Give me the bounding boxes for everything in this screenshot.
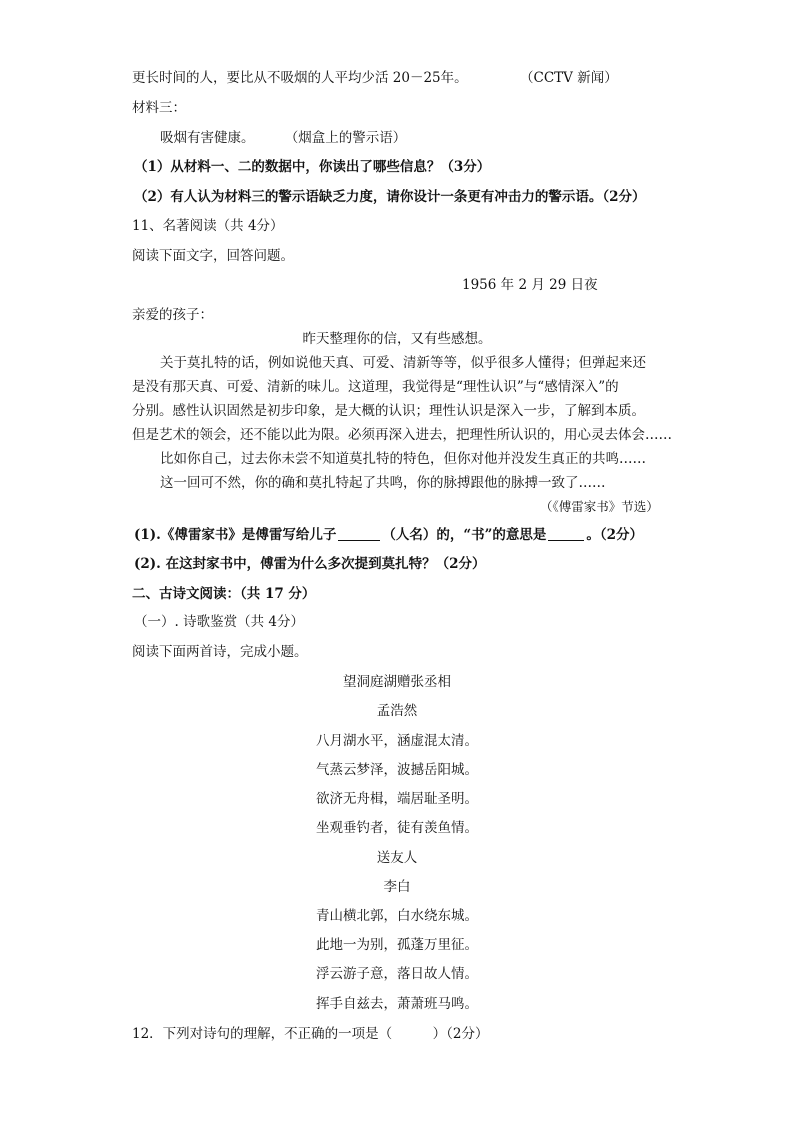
q11-question-2: (2). 在这封家书中，傅雷为什么多次提到莫扎特？（2分） [134,556,486,572]
letter-line: 分别。感性认识固然是初步印象，是大概的认识；理性认识是深入一步，了解到本质。 [132,403,645,419]
letter-opening: 昨天整理你的信，又有些感想。 [302,331,492,347]
letter-salutation: 亲爱的孩子： [132,307,213,323]
q11-question-1-part2: （人名）的，“书”的意思是 [382,527,547,543]
q10-question-1: （1）从材料一、二的数据中，你读出了哪些信息？（3分） [134,159,491,175]
poem2-line: 此地一为别，孤蓬万里征。 [316,937,478,953]
poem2-line: 青山横北郭，白水绕东城。 [316,908,478,924]
letter-line: 比如你自己，过去你未尝不知道莫扎特的特色，但你对他并没发生真正的共鸣…… [160,451,646,467]
letter-line: 这一回可不然，你的确和莫扎特起了共鸣，你的脉搏跟他的脉搏一致了…… [160,475,606,491]
q11-question-1 [134,525,643,545]
poem1-line: 欲济无舟楫，端居耻圣明。 [316,791,478,807]
section2-instruction: 阅读下面两首诗，完成小题。 [132,644,308,660]
material2-tail-line [132,68,468,88]
q11-question-1-part3: 。（2分） [586,527,644,543]
letter-line: 是没有那天真、可爱、清新的味儿。这道理，我觉得是“理性认识”与“感情深入”的 [132,379,619,395]
meaning-blank[interactable] [548,526,584,541]
q11-instruction: 阅读下面文字，回答问题。 [132,248,294,264]
material2-source: （CCTV 新闻） [520,70,618,86]
poem1-author: 孟浩然 [376,703,418,719]
poem2-line: 浮云游子意，落日故人情。 [316,966,478,982]
letter-line: 但是艺术的领会，还不能以此为限。必须再深入进去，把理性所认识的，用心灵去体会…… [132,427,672,443]
poem1-title: 望洞庭湖赠张丞相 [343,674,451,690]
material3-note: （烟盒上的警示语） [284,130,407,146]
material3-quote: 吸烟有害健康。 [160,130,255,146]
material2-tail-text: 更长时间的人，要比从不吸烟的人平均少活 20－25年。 [132,70,468,86]
material3-label: 材料三： [132,100,186,116]
q12-question: 12．下列对诗句的理解，不正确的一项是（ ）（2分） [132,1026,489,1042]
q11-question-1-part1: (1).《傅雷家书》是傅雷写给儿子 [134,527,337,543]
q10-question-2: （2）有人认为材料三的警示语缺乏力度，请你设计一条更有冲击力的警示语。（2分） [134,189,646,205]
section2-title: 二、古诗文阅读：（共 17 分） [132,586,316,602]
poem1-line: 坐观垂钓者，徒有羡鱼情。 [316,820,478,836]
letter-date: 1956 年 2 月 29 日夜 [462,277,598,293]
poem2-author: 李白 [383,879,411,895]
poem1-line: 八月湖水平，涵虚混太清。 [316,733,478,749]
poem2-title: 送友人 [376,850,418,866]
poem1-line: 气蒸云梦泽，波撼岳阳城。 [316,762,478,778]
son-name-blank[interactable] [338,526,380,541]
section2-subtitle: （一）. 诗歌鉴赏（共 4分） [134,614,304,630]
material3-quote-line [160,128,406,148]
letter-line: 关于莫扎特的话，例如说他天真、可爱、清新等等，似乎很多人懂得；但弹起来还 [160,355,646,371]
letter-source: （《傅雷家书》节选） [540,499,659,514]
poem2-line: 挥手自兹去，萧萧班马鸣。 [316,996,478,1012]
q11-header: 11、名著阅读（共 4分） [132,218,284,234]
